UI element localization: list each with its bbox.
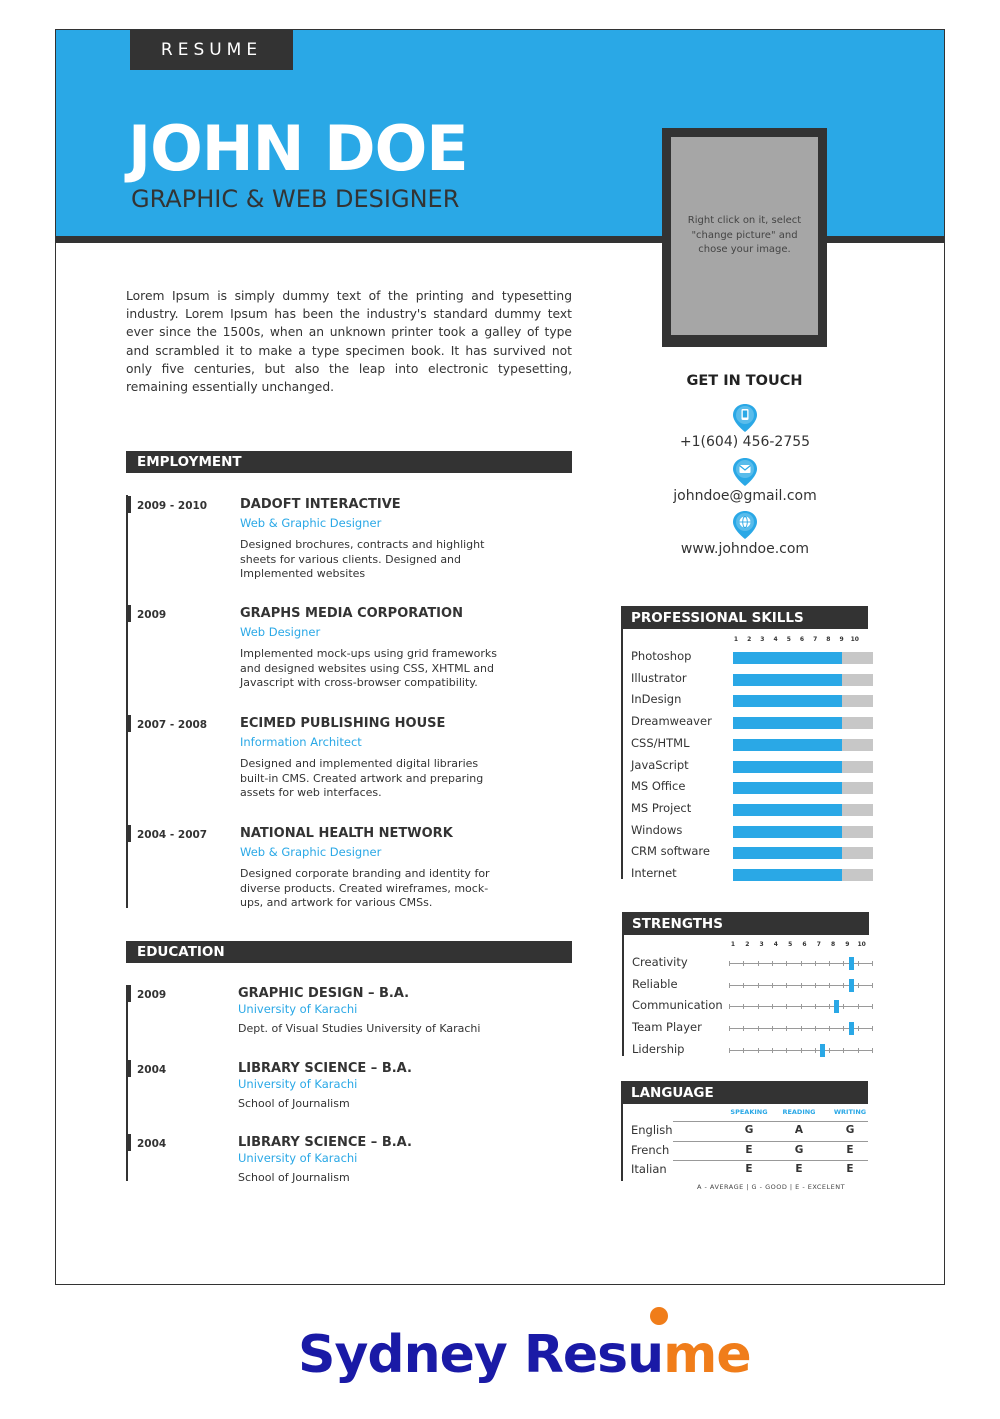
language-value: E [745, 1163, 753, 1175]
skills-heading: PROFESSIONAL SKILLS [621, 606, 868, 629]
skill-name: Dreamweaver [631, 714, 712, 729]
language-side-line [621, 1104, 623, 1181]
photo-placeholder[interactable] [671, 137, 818, 335]
language-row-rule [673, 1121, 868, 1122]
skills-scale-number: 10 [850, 636, 859, 643]
skill-bar-track [733, 761, 873, 773]
language-value: G [794, 1143, 804, 1156]
strength-name: Communication [632, 998, 723, 1013]
strength-tick [815, 1004, 816, 1009]
strength-tick [743, 961, 744, 966]
strength-tick [815, 983, 816, 988]
employment-desc: Designed and implemented digital libraries built-in CMS. Created artwork and preparing assets for web interfaces. [240, 757, 484, 799]
employment-company: ECIMED PUBLISHING HOUSE [240, 716, 446, 731]
language-value: E [846, 1163, 854, 1175]
skills-side-line [621, 629, 623, 879]
photo-frame [662, 128, 827, 347]
strength-tick [829, 1004, 830, 1009]
strength-track [729, 1050, 872, 1051]
timeline-tick [126, 605, 131, 622]
education-degree: LIBRARY SCIENCE – B.A. [238, 1061, 412, 1076]
language-value: E [846, 1143, 854, 1156]
strength-tick [729, 1048, 730, 1053]
contact-heading: GET IN TOUCH [686, 373, 803, 389]
phone-icon [732, 403, 758, 433]
skill-bar-track [733, 695, 873, 707]
strengths-scale-number: 10 [857, 941, 866, 948]
timeline-tick [126, 1134, 131, 1151]
education-degree: GRAPHIC DESIGN – B.A. [238, 986, 410, 1001]
strength-marker [849, 1022, 854, 1035]
strength-marker [849, 957, 854, 970]
education-school: University of Karachi [238, 1077, 358, 1091]
strength-tick [858, 983, 859, 988]
language-value: G [845, 1124, 855, 1136]
skill-bar-fill [733, 869, 842, 881]
strength-tick [729, 983, 730, 988]
employment-date: 2009 [137, 609, 167, 621]
strength-tick [786, 983, 787, 988]
education-desc: Dept. of Visual Studies University of Karachi [238, 1022, 481, 1035]
strength-name: Team Player [632, 1020, 702, 1035]
globe-icon [732, 510, 758, 540]
skills-scale [56, 636, 944, 644]
skill-bar-fill [733, 761, 842, 773]
employment-company: DADOFT INTERACTIVE [240, 497, 401, 512]
strengths-scale-number: 7 [816, 941, 821, 948]
strength-tick [758, 1048, 759, 1053]
strength-tick [743, 983, 744, 988]
strengths-scale-number: 4 [773, 941, 778, 948]
employment-desc: Designed brochures, contracts and highlight sheets for various clients. Designed and Implemented websites [240, 538, 485, 580]
strength-tick [758, 1026, 759, 1031]
strength-tick [872, 1004, 873, 1009]
timeline-tick [126, 715, 131, 732]
skill-bar-fill [733, 717, 842, 729]
strength-name: Creativity [632, 955, 688, 969]
skill-bar-fill [733, 782, 842, 794]
logo-dot-icon [650, 1307, 668, 1325]
strengths-scale [56, 941, 944, 949]
language-name: Italian [631, 1162, 667, 1176]
strength-track [729, 1006, 872, 1007]
language-value: E [745, 1143, 753, 1156]
skill-name: MS Project [631, 800, 692, 815]
skill-name: JavaScript [631, 757, 689, 772]
skill-name: InDesign [631, 692, 682, 707]
strength-track [729, 1028, 872, 1029]
strength-tick [872, 1026, 873, 1031]
strength-tick [772, 983, 773, 988]
strength-tick [743, 1004, 744, 1009]
timeline-tick [126, 1060, 131, 1077]
education-heading: EDUCATION [126, 941, 572, 963]
language-legend: A - AVERAGE | G - GOOD | E - EXCELENT [697, 1183, 846, 1191]
strength-marker [849, 979, 854, 992]
strength-tick [843, 1004, 844, 1009]
skill-bar-fill [733, 674, 842, 686]
sydney-resume-logo [0, 1302, 1000, 1392]
language-value: G [744, 1124, 754, 1136]
skill-bar-fill [733, 695, 842, 707]
education-school: University of Karachi [238, 1151, 358, 1165]
strength-tick [801, 1048, 802, 1053]
skill-name: CRM software [631, 844, 710, 859]
strength-tick [743, 1048, 744, 1053]
strengths-scale-number: 3 [759, 941, 764, 948]
skills-scale-number: 3 [760, 636, 765, 643]
education-date: 2004 [137, 1138, 167, 1150]
logo-text: Sydney Resume [298, 1325, 751, 1385]
resume-tag: RESUME [130, 30, 293, 70]
skill-bar-track [733, 652, 873, 664]
strength-tick [815, 961, 816, 966]
skills-scale-number: 5 [786, 636, 791, 643]
strength-tick [743, 1026, 744, 1031]
skills-scale-number: 6 [799, 636, 805, 643]
skill-bar-fill [733, 847, 842, 859]
strength-tick [786, 961, 787, 966]
skill-bar-fill [733, 804, 842, 816]
skill-name: Windows [631, 822, 683, 837]
education-degree: LIBRARY SCIENCE – B.A. [238, 1135, 412, 1150]
education-date: 2009 [137, 989, 167, 1001]
skill-name: MS Office [631, 779, 686, 794]
strength-tick [829, 961, 830, 966]
education-desc: School of Journalism [238, 1097, 350, 1110]
skills-scale-number: 9 [839, 636, 844, 643]
strengths-scale-number: 8 [831, 941, 836, 948]
language-row-rule [673, 1141, 868, 1142]
strength-tick [829, 983, 830, 988]
strength-tick [758, 961, 759, 966]
strength-tick [758, 983, 759, 988]
strength-tick [729, 1004, 730, 1009]
skill-bar-fill [733, 652, 842, 664]
skill-name: CSS/HTML [631, 735, 690, 750]
strength-tick [801, 1026, 802, 1031]
strength-track [729, 985, 872, 986]
language-heading: LANGUAGE [621, 1081, 868, 1104]
strength-tick [786, 1004, 787, 1009]
profile-summary: Lorem Ipsum is simply dummy text of the printing and typesetting industry. Lorem Ipsum has been the industry's standard dummy text ever since the 1500s, when an unknown printer took a galley of type and scrambled it to make a type specimen book. It has survived not only five centuries, but also the leap into electronic typesetting, remaining essentially unchanged. [126, 289, 572, 395]
skill-bar-track [733, 739, 873, 751]
employment-role: Information Architect [240, 735, 362, 749]
strengths-heading: STRENGTHS [622, 912, 869, 935]
education-school: University of Karachi [238, 1002, 358, 1016]
skill-bar-track [733, 847, 873, 859]
strength-tick [801, 961, 802, 966]
skill-bar-track [733, 869, 873, 881]
strength-tick [786, 1026, 787, 1031]
strength-marker [820, 1044, 825, 1057]
strength-tick [843, 1048, 844, 1053]
skill-bar-track [733, 782, 873, 794]
strength-tick [829, 1026, 830, 1031]
strength-tick [801, 1004, 802, 1009]
education-date: 2004 [137, 1064, 167, 1076]
employment-desc: Designed corporate branding and identity for diverse products. Created wireframes, mock-ups, and artwork for various CMSs. [240, 867, 490, 909]
strength-tick [858, 1026, 859, 1031]
employment-date: 2004 - 2007 [137, 829, 208, 841]
strength-tick [872, 983, 873, 988]
skill-bar-track [733, 804, 873, 816]
skill-name: Illustrator [631, 670, 687, 685]
photo-hint: Right click on it, select "change picture" and chose your image. [687, 215, 802, 256]
strength-tick [858, 1004, 859, 1009]
employment-role: Web Designer [240, 625, 321, 639]
language-row-rule [673, 1160, 868, 1161]
employment-desc: Implemented mock-ups using grid frameworks and designed websites using CSS, XHTML and Javascript with cross-browser compatibility. [240, 647, 498, 689]
email-icon [732, 457, 758, 487]
employment-company: GRAPHS MEDIA CORPORATION [240, 606, 463, 621]
employment-role: Web & Graphic Designer [240, 845, 382, 859]
strength-tick [772, 1048, 773, 1053]
employment-role: Web & Graphic Designer [240, 516, 382, 530]
strength-tick [829, 1048, 830, 1053]
language-name: English [631, 1123, 673, 1137]
contact-phone[interactable]: +1(604) 456-2755 [679, 434, 811, 450]
contact-website[interactable]: www.johndoe.com [680, 541, 810, 557]
skill-bar-track [733, 717, 873, 729]
strengths-scale-number: 1 [730, 941, 736, 948]
strength-tick [786, 1048, 787, 1053]
skill-bar-fill [733, 739, 842, 751]
employment-timeline [126, 495, 128, 908]
skills-scale-number: 8 [826, 636, 831, 643]
skill-bar-track [733, 826, 873, 838]
strengths-scale-number: 5 [788, 941, 793, 948]
contact-email[interactable]: johndoe@gmail.com [673, 488, 817, 504]
strengths-side-line [622, 935, 624, 1056]
strength-tick [772, 1026, 773, 1031]
strength-tick [872, 1048, 873, 1053]
strength-name: Reliable [632, 976, 678, 991]
strengths-scale-number: 2 [745, 941, 750, 948]
timeline-tick [126, 985, 131, 1002]
strength-tick [815, 1048, 816, 1053]
skills-scale-number: 7 [813, 636, 818, 643]
skills-scale-number: 2 [747, 636, 752, 643]
skills-scale-number: 4 [773, 636, 778, 643]
strength-tick [772, 1004, 773, 1009]
timeline-tick [126, 825, 131, 842]
strength-tick [843, 1026, 844, 1031]
candidate-title: GRAPHIC & WEB DESIGNER [131, 185, 460, 213]
language-name: French [631, 1142, 670, 1157]
skill-bar-fill [733, 826, 842, 838]
strength-tick [843, 961, 844, 966]
strength-track [729, 963, 872, 964]
strength-tick [772, 961, 773, 966]
employment-date: 2009 - 2010 [137, 500, 208, 512]
education-timeline [126, 985, 128, 1181]
logo-graphic [0, 1302, 1000, 1392]
strength-tick [872, 961, 873, 966]
employment-company: NATIONAL HEALTH NETWORK [240, 826, 453, 841]
language-column-header: READING [782, 1108, 816, 1116]
language-column-header: WRITING [833, 1108, 867, 1116]
language-value: A [794, 1124, 804, 1136]
strength-tick [858, 961, 859, 966]
strength-marker [834, 1000, 839, 1013]
resume-page [55, 29, 945, 1285]
strength-tick [801, 983, 802, 988]
timeline-tick [126, 496, 131, 513]
skill-name: Photoshop [631, 649, 692, 663]
skill-name: Internet [631, 866, 677, 880]
strength-tick [729, 1026, 730, 1031]
strengths-scale-number: 9 [845, 941, 850, 948]
strength-tick [729, 961, 730, 966]
strengths-scale-number: 6 [802, 941, 807, 948]
strength-tick [843, 983, 844, 988]
employment-heading: EMPLOYMENT [126, 451, 572, 473]
language-value: E [795, 1163, 803, 1175]
education-desc: School of Journalism [238, 1171, 350, 1184]
candidate-name: JOHN DOE [128, 112, 468, 185]
strength-tick [858, 1048, 859, 1053]
skill-bar-track [733, 674, 873, 686]
language-column-header: SPEAKING [730, 1108, 768, 1116]
strength-tick [758, 1004, 759, 1009]
strength-tick [815, 1026, 816, 1031]
strength-name: Lidership [632, 1041, 685, 1056]
skills-scale-number: 1 [733, 636, 739, 643]
employment-date: 2007 - 2008 [137, 719, 208, 731]
